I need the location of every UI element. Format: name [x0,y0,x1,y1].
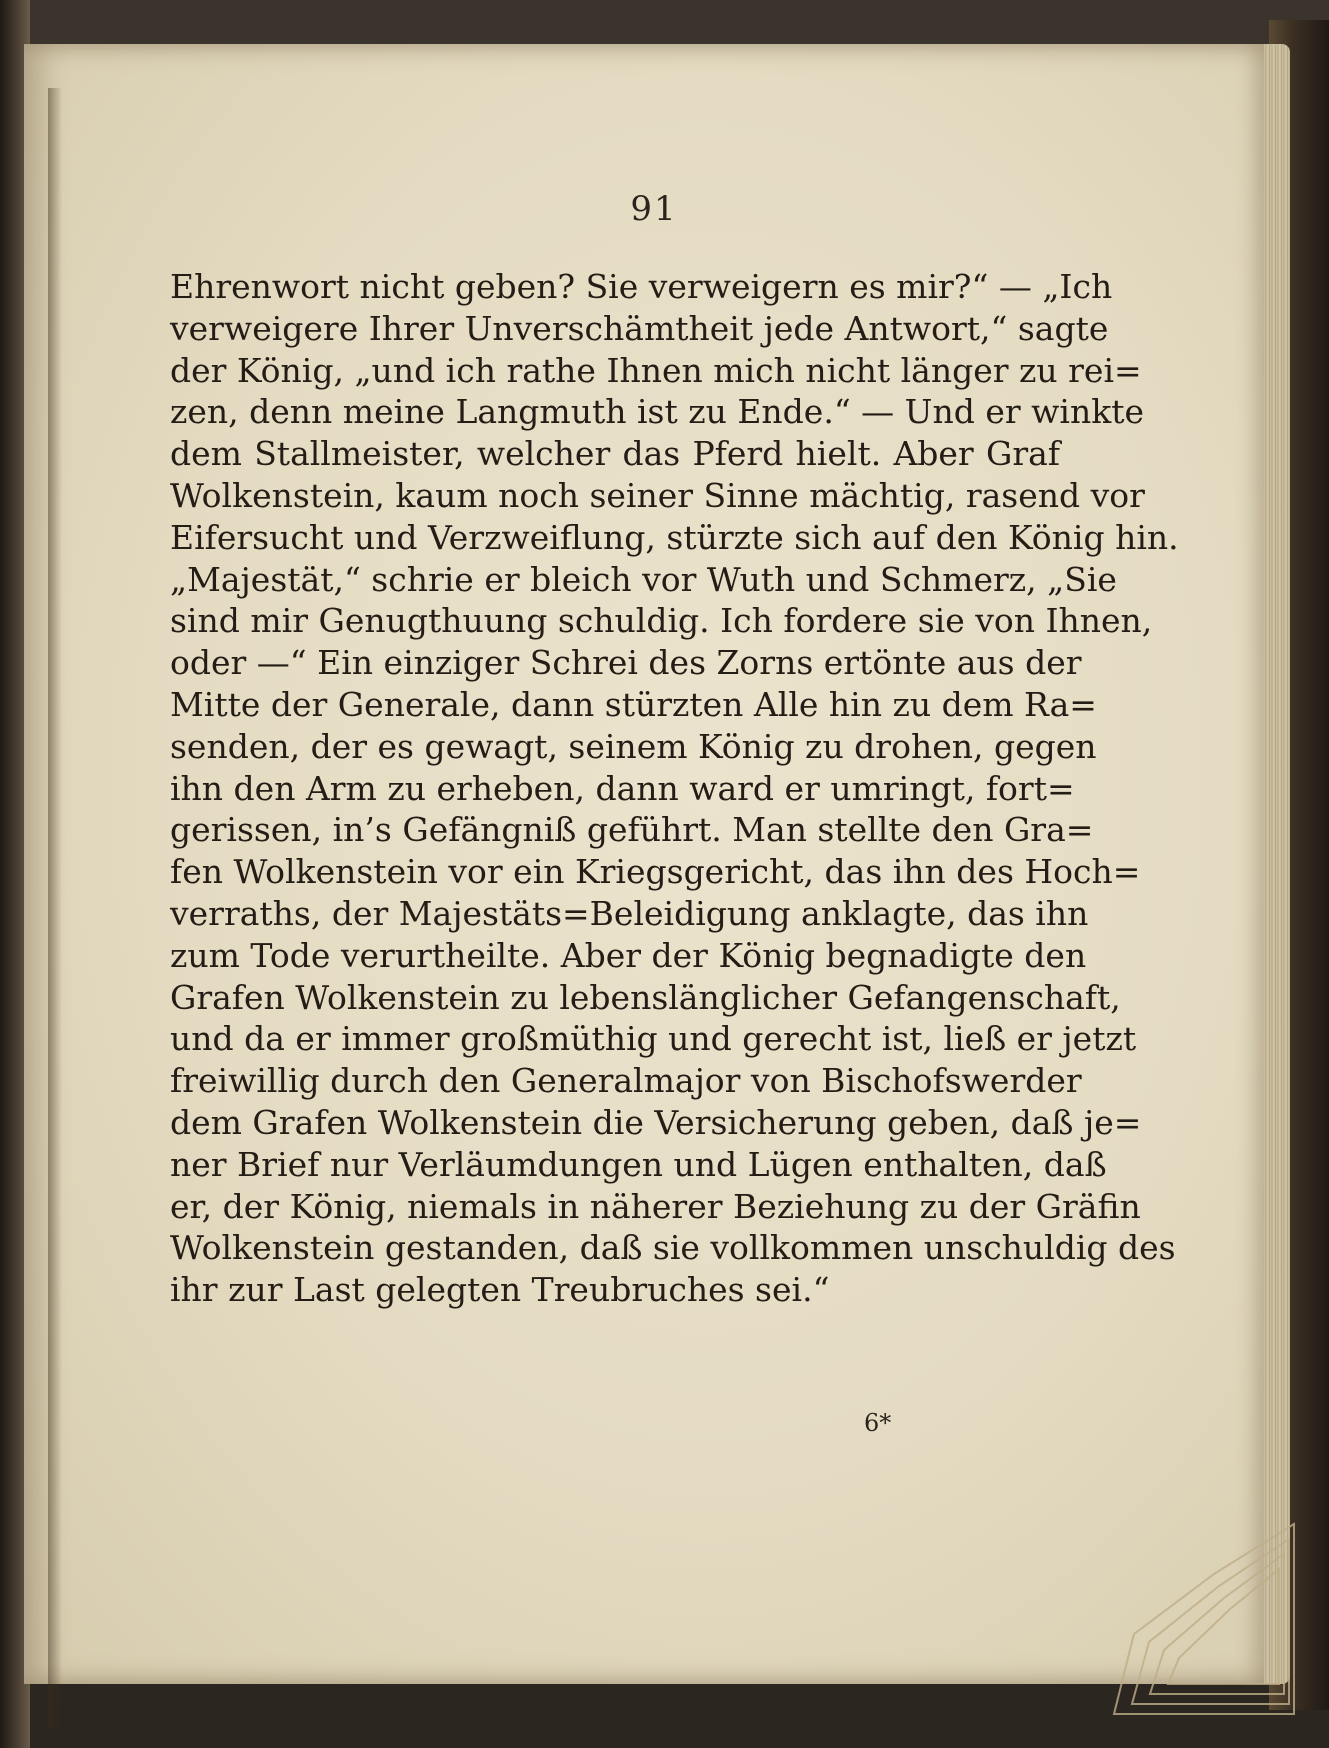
text-line: gerissen, in’s Gefängniß geführt. Man stellte den Gra= [170,810,1094,850]
text-line: verraths, der Majestäts=Beleidigung anklagte, das ihn [170,893,1089,933]
text-line: Wolkenstein gestanden, daß sie vollkommen unschuldig des [170,1228,1176,1268]
text-line: dem Grafen Wolkenstein die Versicherung geben, daß je= [170,1102,1142,1142]
embossed-corner-mark [1094,1514,1304,1734]
text-line: verweigere Ihrer Unverschämtheit jede Antwort,“ sagte [170,308,1109,348]
text-line: der König, „und ich rathe Ihnen mich nicht länger zu rei= [170,350,1142,390]
text-line: zum Tode verurtheilte. Aber der König begnadigte den [170,935,1087,975]
text-line: Ehrenwort nicht geben? Sie verweigern es mir?“ — „Ich [170,267,1113,306]
spine-shadow [48,88,62,1728]
text-line: er, der König, niemals in näherer Beziehung zu der Gräfin [170,1186,1141,1226]
text-line: fen Wolkenstein vor ein Kriegsgericht, das ihn des Hoch= [170,852,1141,892]
text-line-last: ihr zur Last gelegten Treubruches sei.“ [170,1270,830,1310]
text-line: und da er immer großmüthig und gerecht ist, ließ er jetzt [170,1019,1137,1059]
text-line: zen, denn meine Langmuth ist zu Ende.“ — Und er winkte [170,392,1144,432]
text-line: Wolkenstein, kaum noch seiner Sinne mächtig, rasend vor [170,475,1145,515]
text-line: freiwillig durch den Generalmajor von Bischofswerder [170,1061,1082,1101]
book-page [24,44,1264,1684]
text-line: Eifersucht und Verzweiflung, stürzte sich auf den König hin. [170,517,1179,557]
page-number: 91 [630,189,678,229]
text-line: dem Stallmeister, welcher das Pferd hielt. Aber Graf [170,434,1060,474]
text-line: Grafen Wolkenstein zu lebenslänglicher Gefangenschaft, [170,977,1121,1017]
text-line: ihn den Arm zu erheben, dann ward er umringt, fort= [170,768,1075,808]
text-line: senden, der es gewagt, seinem König zu drohen, gegen [170,726,1097,766]
text-line: „Majestät,“ schrie er bleich vor Wuth und Schmerz, „Sie [170,559,1117,599]
text-line: sind mir Genugthuung schuldig. Ich fordere sie von Ihnen, [170,601,1153,641]
page-body-text [170,266,1179,1311]
text-line: ner Brief nur Verläumdungen und Lügen enthalten, daß [170,1144,1107,1184]
text-line: oder —“ Ein einziger Schrei des Zorns ertönte aus der [170,643,1082,683]
text-line: Mitte der Generale, dann stürzten Alle hin zu dem Ra= [170,684,1097,724]
signature-mark: 6* [864,1409,892,1437]
